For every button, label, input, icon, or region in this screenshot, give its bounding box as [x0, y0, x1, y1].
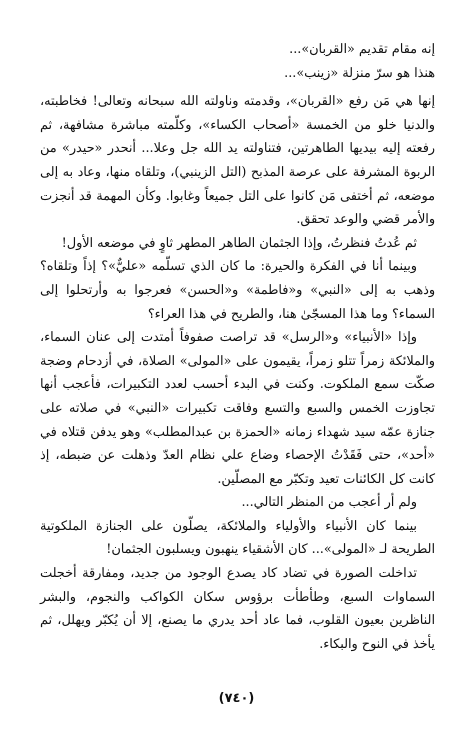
paragraph-contrast: تداخلت الصورة في تضاد كاد يصدع الوجود من جديد، ومفارقة أخجلت السماوات السبع، وطأطأت برؤوس سكان الكواكب والنجوم، والبشر الناظرين بعيون القلوب، فما عاد أحد يدري ما يصنع، إلا أن يُكبّر ويهلل، ثم يأخذ في النوح والبكاء. — [40, 566, 435, 652]
paragraph-raised-offering: إنها هي مَن رفع «القربان»، وقدمته وناولته الله سبحانه وتعالى! فخاطبته، والدنيا خلو من الخمسة «أصحاب الكساء»، وكلّمته مباشرة مشافهة، ثم رفعته إليه بيديها الطاهرتين، فتناولته يد الله جل وعلا... أنحدر «حيدر» من الربوة المشرفة على عرصة المذبح (التل الزينبي)، وتلقاه منها، وعاد به إلى موضعه، ثم أختفى مَن كانوا على التل جميعاً وغابوا. وكأن المهمة قد أنجزت والأمر قضي والوعد تحقق. — [40, 94, 435, 228]
paragraph-plunder: بينما كان الأنبياء والأولياء والملائكة، يصلّون على الجنازة الملكوتية الطريحة لـ «المولى»... كان الأشقياء ينهبون ويسلبون الجثمان! — [40, 518, 435, 558]
page-number: (٧٤٠) — [218, 691, 255, 706]
paragraph-zaynab-rank: هنذا هو سرّ منزلة «زينب»... — [284, 65, 435, 81]
page-body — [40, 38, 435, 656]
paragraph-returned-look: ثم عُدتُ فنظرتُ، وإذا الجثمان الطاهر المطهر ثاوٍ في موضعه الأول! — [61, 235, 417, 251]
paragraph-next-scene: ولم أر أعجب من المنظر التالي... — [241, 495, 417, 511]
paragraph-bewilderment: وبينما أنا في الفكرة والحيرة: ما كان الذي تسلّمه «عليٌّ»؟ إذاً وتلقاه؟ وذهب به إلى «النبي» و«فاطمة» و«الحسن» فعرجوا به وأرتحلوا إلى السماء؟ وما هذا المسجّىٰ هنا، والطريح في هذا العراء؟ — [40, 259, 435, 322]
paragraph-offering-station: إنه مقام تقديم «القربان»... — [289, 42, 435, 57]
paragraph-prophets-prayer: وإذا «الأنبياء» و«الرسل» قد تراصت صفوفاً أمتدت إلى عنان السماء، والملائكة زمراً تتلو زمراً، يقيمون على «المولى» الصلاة، في أزدحام وضجة صكّت سمع الملكوت. وكنت في البدء أحسب لعدد التكبيرات، فأعجب أنها تجاوزت الخمس والسبع والتسع وفاقت تكبيرات «النبي» في صلاته على جنازة عمّه سيد شهداء زمانه «الحمزة بن عبدالمطلب» وهو يدفن قتلاه في «أحد»، حتى فَقَدْتُ الإحصاء وضاع علي نظام العدّ وذهلت عن ضبطه، إذ كانت كل الكائنات تعيد وتكبّر مع المصلّين. — [40, 330, 435, 487]
